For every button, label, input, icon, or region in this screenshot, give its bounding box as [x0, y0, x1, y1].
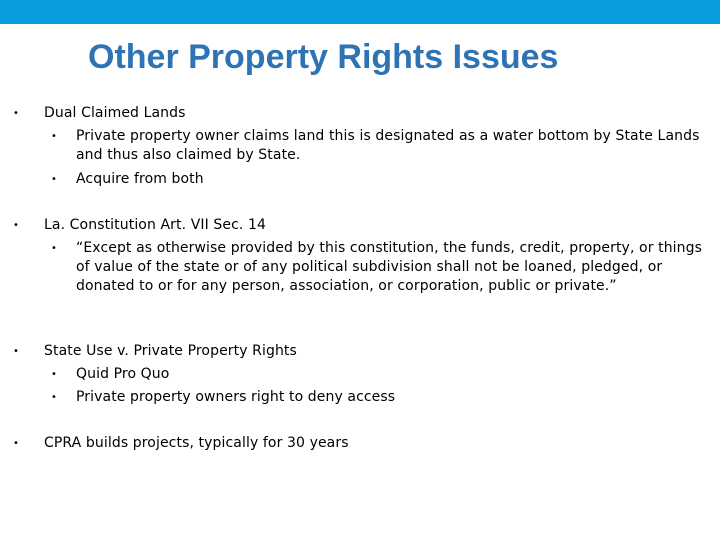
sub-bullet-icon: •: [51, 392, 57, 403]
top-accent-bar: [0, 0, 720, 24]
bullet-icon: •: [13, 346, 19, 357]
slide-title: Other Property Rights Issues: [88, 38, 559, 76]
sub-bullet-icon: •: [51, 243, 57, 254]
sub-bullet-icon: •: [51, 131, 57, 142]
sub-bullet-text: Private property owner claims land this is designated as a water bottom by State Lands and thus also claimed by State.: [76, 128, 700, 163]
bullet-item-text: Dual Claimed Lands: [44, 105, 186, 121]
bullet-icon: •: [13, 438, 19, 449]
bullet-icon: •: [13, 220, 19, 231]
bullet-icon: •: [13, 108, 19, 119]
sub-bullet-text: Private property owners right to deny access: [76, 389, 396, 405]
sub-bullet-text: “Except as otherwise provided by this constitution, the funds, credit, property, or things of value of the state or of any political subdivision shall not be loaned, pledged, or donated to or for any person, association, or corporation, public or private.”: [76, 240, 703, 294]
sub-bullet-text: Quid Pro Quo: [76, 366, 170, 382]
sub-bullet-icon: •: [51, 174, 57, 185]
bullet-item-text: State Use v. Private Property Rights: [44, 343, 297, 359]
bullet-item-text: La. Constitution Art. VII Sec. 14: [44, 217, 267, 233]
sub-bullet-text: Acquire from both: [76, 171, 204, 187]
sub-bullet-icon: •: [51, 369, 57, 380]
bullet-item-text: CPRA builds projects, typically for 30 years: [44, 435, 349, 451]
